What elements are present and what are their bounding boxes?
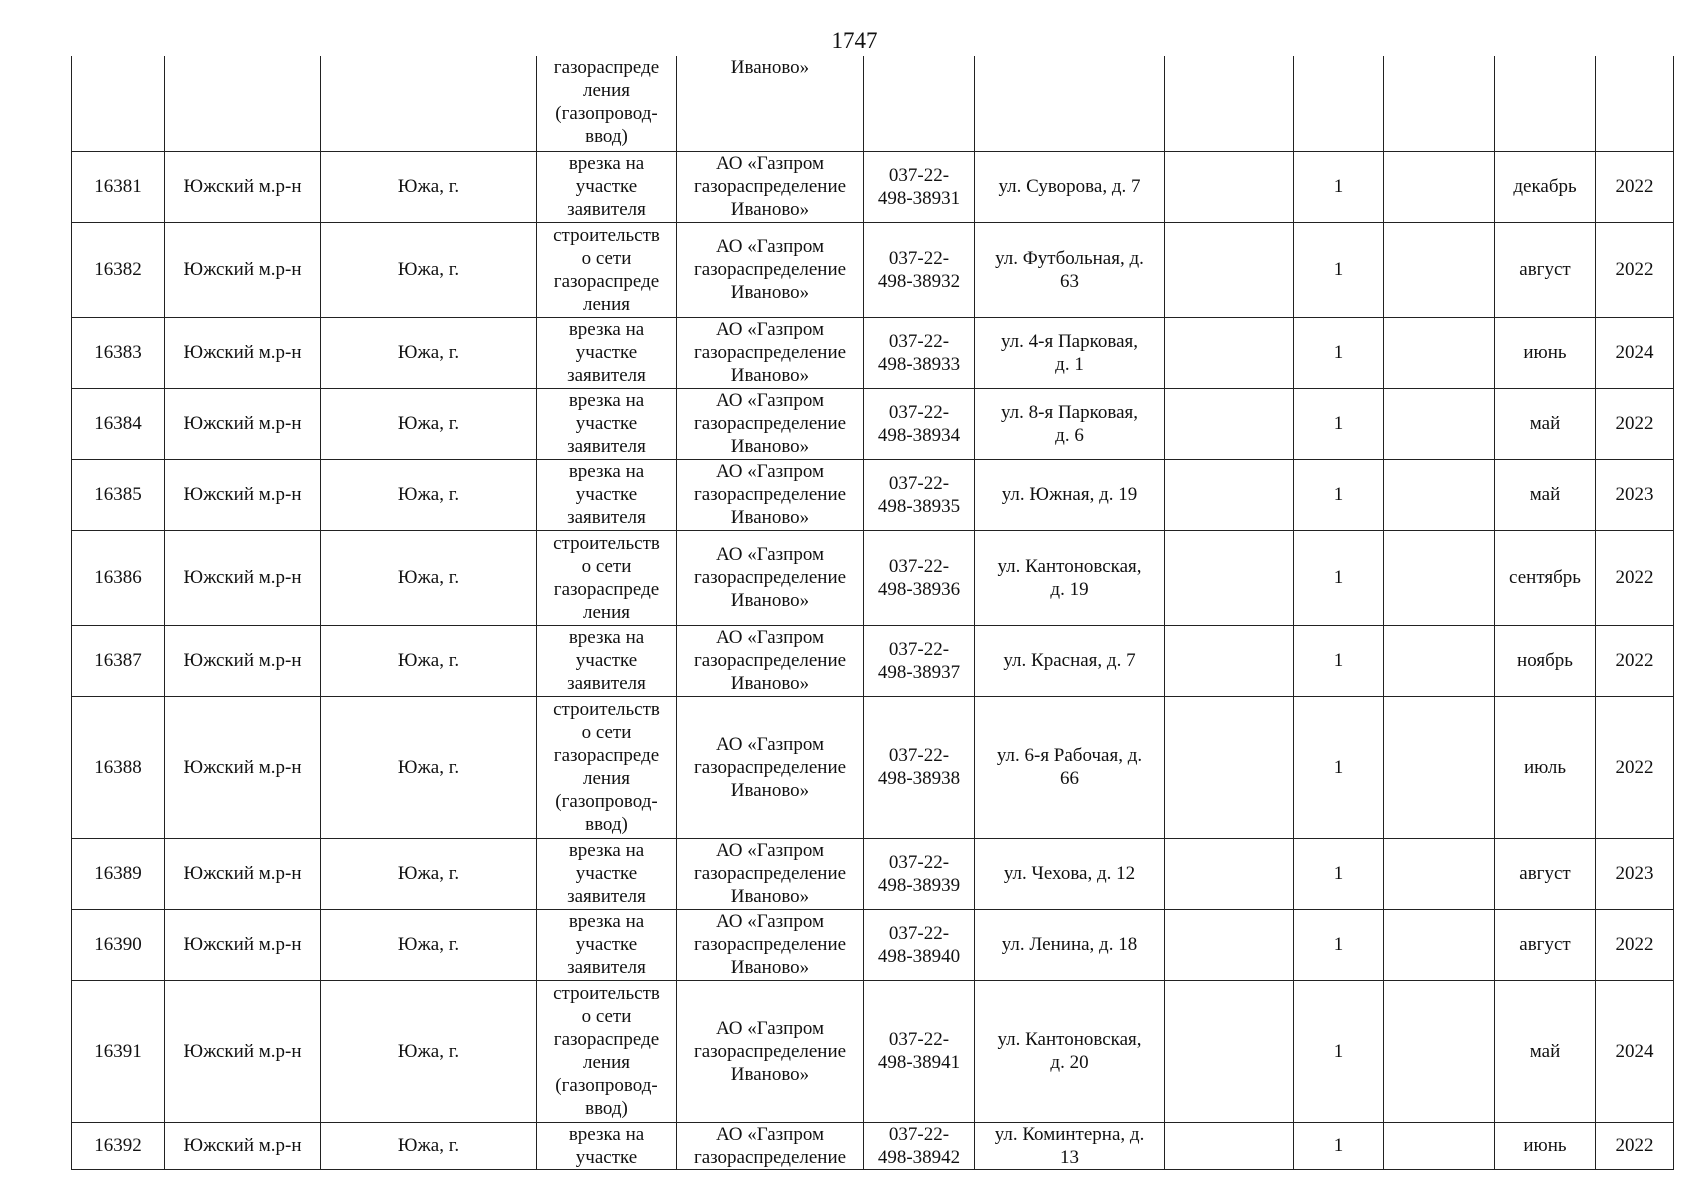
cell-count: 1 (1294, 625, 1384, 696)
cell-work-type: врезка на участке заявителя (537, 388, 677, 459)
cell-count: 1 (1294, 388, 1384, 459)
cell-organization: АО «Газпром газораспределение Иваново» (677, 696, 864, 838)
cell-locality: Южа, г. (321, 980, 537, 1122)
cell-month: сентябрь (1495, 530, 1596, 625)
cell-extra-2 (1384, 56, 1495, 151)
cell-locality: Южа, г. (321, 696, 537, 838)
cell-count: 1 (1294, 980, 1384, 1122)
cell-code: 037-22- 498-38938 (864, 696, 975, 838)
cell-district: Южский м.р-н (165, 838, 321, 909)
cell-address: ул. Кантоновская, д. 20 (975, 980, 1165, 1122)
cell-year: 2022 (1596, 696, 1674, 838)
cell-district: Южский м.р-н (165, 151, 321, 222)
cell-district: Южский м.р-н (165, 317, 321, 388)
table-row (72, 625, 1674, 696)
cell-locality: Южа, г. (321, 317, 537, 388)
table-row (72, 696, 1674, 838)
table-row (72, 151, 1674, 222)
table-row (72, 317, 1674, 388)
cell-work-type: строительств о сети газораспреде ления (537, 222, 677, 317)
cell-extra-2 (1384, 459, 1495, 530)
cell-extra-2 (1384, 625, 1495, 696)
cell-extra (1165, 696, 1294, 838)
cell-year: 2022 (1596, 625, 1674, 696)
carryover-row (72, 56, 1674, 151)
cell-year: 2022 (1596, 151, 1674, 222)
cell-code: 037-22- 498-38931 (864, 151, 975, 222)
table-row (72, 980, 1674, 1122)
cell-address (975, 56, 1165, 151)
cell-address: ул. Кантоновская, д. 19 (975, 530, 1165, 625)
cell-month: декабрь (1495, 151, 1596, 222)
cell-num: 16382 (72, 222, 165, 317)
cell-address: ул. Чехова, д. 12 (975, 838, 1165, 909)
cell-code: 037-22- 498-38942 (864, 1122, 975, 1169)
cell-month: ноябрь (1495, 625, 1596, 696)
cell-count: 1 (1294, 317, 1384, 388)
table-row (72, 222, 1674, 317)
cell-work-type: врезка на участке заявителя (537, 625, 677, 696)
cell-extra (1165, 530, 1294, 625)
cell-district: Южский м.р-н (165, 222, 321, 317)
cell-locality: Южа, г. (321, 625, 537, 696)
cell-code: 037-22- 498-38937 (864, 625, 975, 696)
cell-num: 16383 (72, 317, 165, 388)
cell-year: 2022 (1596, 530, 1674, 625)
cell-count: 1 (1294, 151, 1384, 222)
cell-organization: АО «Газпром газораспределение Иваново» (677, 459, 864, 530)
cell-work-type: врезка на участке заявителя (537, 459, 677, 530)
cell-extra (1165, 222, 1294, 317)
cell-count: 1 (1294, 459, 1384, 530)
table-row (72, 1122, 1674, 1169)
cell-locality: Южа, г. (321, 388, 537, 459)
cell-code: 037-22- 498-38936 (864, 530, 975, 625)
cell-code: 037-22- 498-38941 (864, 980, 975, 1122)
cell-locality: Южа, г. (321, 530, 537, 625)
cell-work-type: строительств о сети газораспреде ления (537, 530, 677, 625)
cell-year: 2022 (1596, 1122, 1674, 1169)
cell-organization: АО «Газпром газораспределение Иваново» (677, 909, 864, 980)
cell-district: Южский м.р-н (165, 696, 321, 838)
cell-locality: Южа, г. (321, 222, 537, 317)
cell-extra-2 (1384, 980, 1495, 1122)
table-row (72, 838, 1674, 909)
cell-extra (1165, 838, 1294, 909)
cell-organization: АО «Газпром газораспределение Иваново» (677, 980, 864, 1122)
cell-num: 16384 (72, 388, 165, 459)
cell-address: ул. Суворова, д. 7 (975, 151, 1165, 222)
cell-num: 16388 (72, 696, 165, 838)
cell-extra (1165, 388, 1294, 459)
cell-num: 16390 (72, 909, 165, 980)
cell-work-type: строительств о сети газораспреде ления (газопровод- ввод) (537, 696, 677, 838)
cell-extra-2 (1384, 1122, 1495, 1169)
cell-extra (1165, 1122, 1294, 1169)
cell-extra (1165, 56, 1294, 151)
cell-organization: АО «Газпром газораспределение Иваново» (677, 388, 864, 459)
cell-organization: Иваново» (677, 56, 864, 151)
cell-extra-2 (1384, 151, 1495, 222)
cell-year: 2022 (1596, 909, 1674, 980)
cell-code: 037-22- 498-38940 (864, 909, 975, 980)
cell-year: 2023 (1596, 459, 1674, 530)
cell-district: Южский м.р-н (165, 530, 321, 625)
cell-organization: АО «Газпром газораспределение Иваново» (677, 838, 864, 909)
cell-district: Южский м.р-н (165, 980, 321, 1122)
cell-count: 1 (1294, 222, 1384, 317)
cell-work-type: врезка на участке заявителя (537, 838, 677, 909)
cell-year: 2024 (1596, 980, 1674, 1122)
cell-organization: АО «Газпром газораспределение Иваново» (677, 317, 864, 388)
cell-num: 16385 (72, 459, 165, 530)
cell-address: ул. 6-я Рабочая, д. 66 (975, 696, 1165, 838)
cell-count: 1 (1294, 1122, 1384, 1169)
cell-extra-2 (1384, 838, 1495, 909)
cell-num: 16389 (72, 838, 165, 909)
cell-year (1596, 56, 1674, 151)
cell-year: 2022 (1596, 222, 1674, 317)
cell-district: Южский м.р-н (165, 909, 321, 980)
cell-code: 037-22- 498-38935 (864, 459, 975, 530)
cell-extra (1165, 625, 1294, 696)
cell-district: Южский м.р-н (165, 459, 321, 530)
cell-locality: Южа, г. (321, 459, 537, 530)
cell-code (864, 56, 975, 151)
cell-district: Южский м.р-н (165, 388, 321, 459)
cell-year: 2022 (1596, 388, 1674, 459)
cell-code: 037-22- 498-38934 (864, 388, 975, 459)
cell-num: 16392 (72, 1122, 165, 1169)
page-number: 1747 (831, 28, 878, 53)
cell-work-type: врезка на участке заявителя (537, 909, 677, 980)
cell-organization: АО «Газпром газораспределение Иваново» (677, 625, 864, 696)
table-row (72, 388, 1674, 459)
cell-extra (1165, 980, 1294, 1122)
cell-extra (1165, 459, 1294, 530)
cell-count (1294, 56, 1384, 151)
cell-month: август (1495, 838, 1596, 909)
cell-district: Южский м.р-н (165, 625, 321, 696)
cell-month: август (1495, 909, 1596, 980)
cell-address: ул. Ленина, д. 18 (975, 909, 1165, 980)
cell-address: ул. 4-я Парковая, д. 1 (975, 317, 1165, 388)
cell-address: ул. Коминтерна, д. 13 (975, 1122, 1165, 1169)
cell-district: Южский м.р-н (165, 1122, 321, 1169)
cell-district (165, 56, 321, 151)
cell-num: 16386 (72, 530, 165, 625)
cell-num: 16387 (72, 625, 165, 696)
cell-count: 1 (1294, 530, 1384, 625)
cell-extra-2 (1384, 388, 1495, 459)
cell-work-type: строительств о сети газораспреде ления (газопровод- ввод) (537, 980, 677, 1122)
cell-extra-2 (1384, 530, 1495, 625)
cell-num: 16391 (72, 980, 165, 1122)
cell-extra (1165, 909, 1294, 980)
cell-month: август (1495, 222, 1596, 317)
cell-locality: Южа, г. (321, 838, 537, 909)
table-row (72, 530, 1674, 625)
cell-count: 1 (1294, 838, 1384, 909)
gas-connection-table (71, 56, 1674, 1170)
cell-locality (321, 56, 537, 151)
cell-organization: АО «Газпром газораспределение Иваново» (677, 530, 864, 625)
cell-organization: АО «Газпром газораспределение Иваново» (677, 151, 864, 222)
cell-year: 2023 (1596, 838, 1674, 909)
cell-month (1495, 56, 1596, 151)
cell-month: май (1495, 388, 1596, 459)
cell-extra (1165, 317, 1294, 388)
cell-month: июнь (1495, 317, 1596, 388)
cell-work-type: газораспреде ления (газопровод- ввод) (537, 56, 677, 151)
cell-month: июнь (1495, 1122, 1596, 1169)
cell-extra-2 (1384, 696, 1495, 838)
cell-num: 16381 (72, 151, 165, 222)
cell-work-type: врезка на участке заявителя (537, 317, 677, 388)
cell-extra-2 (1384, 317, 1495, 388)
cell-work-type: врезка на участке (537, 1122, 677, 1169)
cell-month: май (1495, 980, 1596, 1122)
cell-locality: Южа, г. (321, 1122, 537, 1169)
cell-code: 037-22- 498-38933 (864, 317, 975, 388)
cell-address: ул. Футбольная, д. 63 (975, 222, 1165, 317)
cell-locality: Южа, г. (321, 909, 537, 980)
cell-num (72, 56, 165, 151)
cell-extra-2 (1384, 909, 1495, 980)
table-body (72, 56, 1674, 1169)
cell-address: ул. Южная, д. 19 (975, 459, 1165, 530)
cell-address: ул. 8-я Парковая, д. 6 (975, 388, 1165, 459)
cell-count: 1 (1294, 696, 1384, 838)
cell-organization: АО «Газпром газораспределение Иваново» (677, 222, 864, 317)
cell-year: 2024 (1596, 317, 1674, 388)
cell-code: 037-22- 498-38939 (864, 838, 975, 909)
cell-month: июль (1495, 696, 1596, 838)
table-row (72, 459, 1674, 530)
cell-organization: АО «Газпром газораспределение (677, 1122, 864, 1169)
cell-count: 1 (1294, 909, 1384, 980)
cell-extra-2 (1384, 222, 1495, 317)
cell-work-type: врезка на участке заявителя (537, 151, 677, 222)
cell-code: 037-22- 498-38932 (864, 222, 975, 317)
cell-locality: Южа, г. (321, 151, 537, 222)
table-row (72, 909, 1674, 980)
cell-address: ул. Красная, д. 7 (975, 625, 1165, 696)
cell-extra (1165, 151, 1294, 222)
cell-month: май (1495, 459, 1596, 530)
